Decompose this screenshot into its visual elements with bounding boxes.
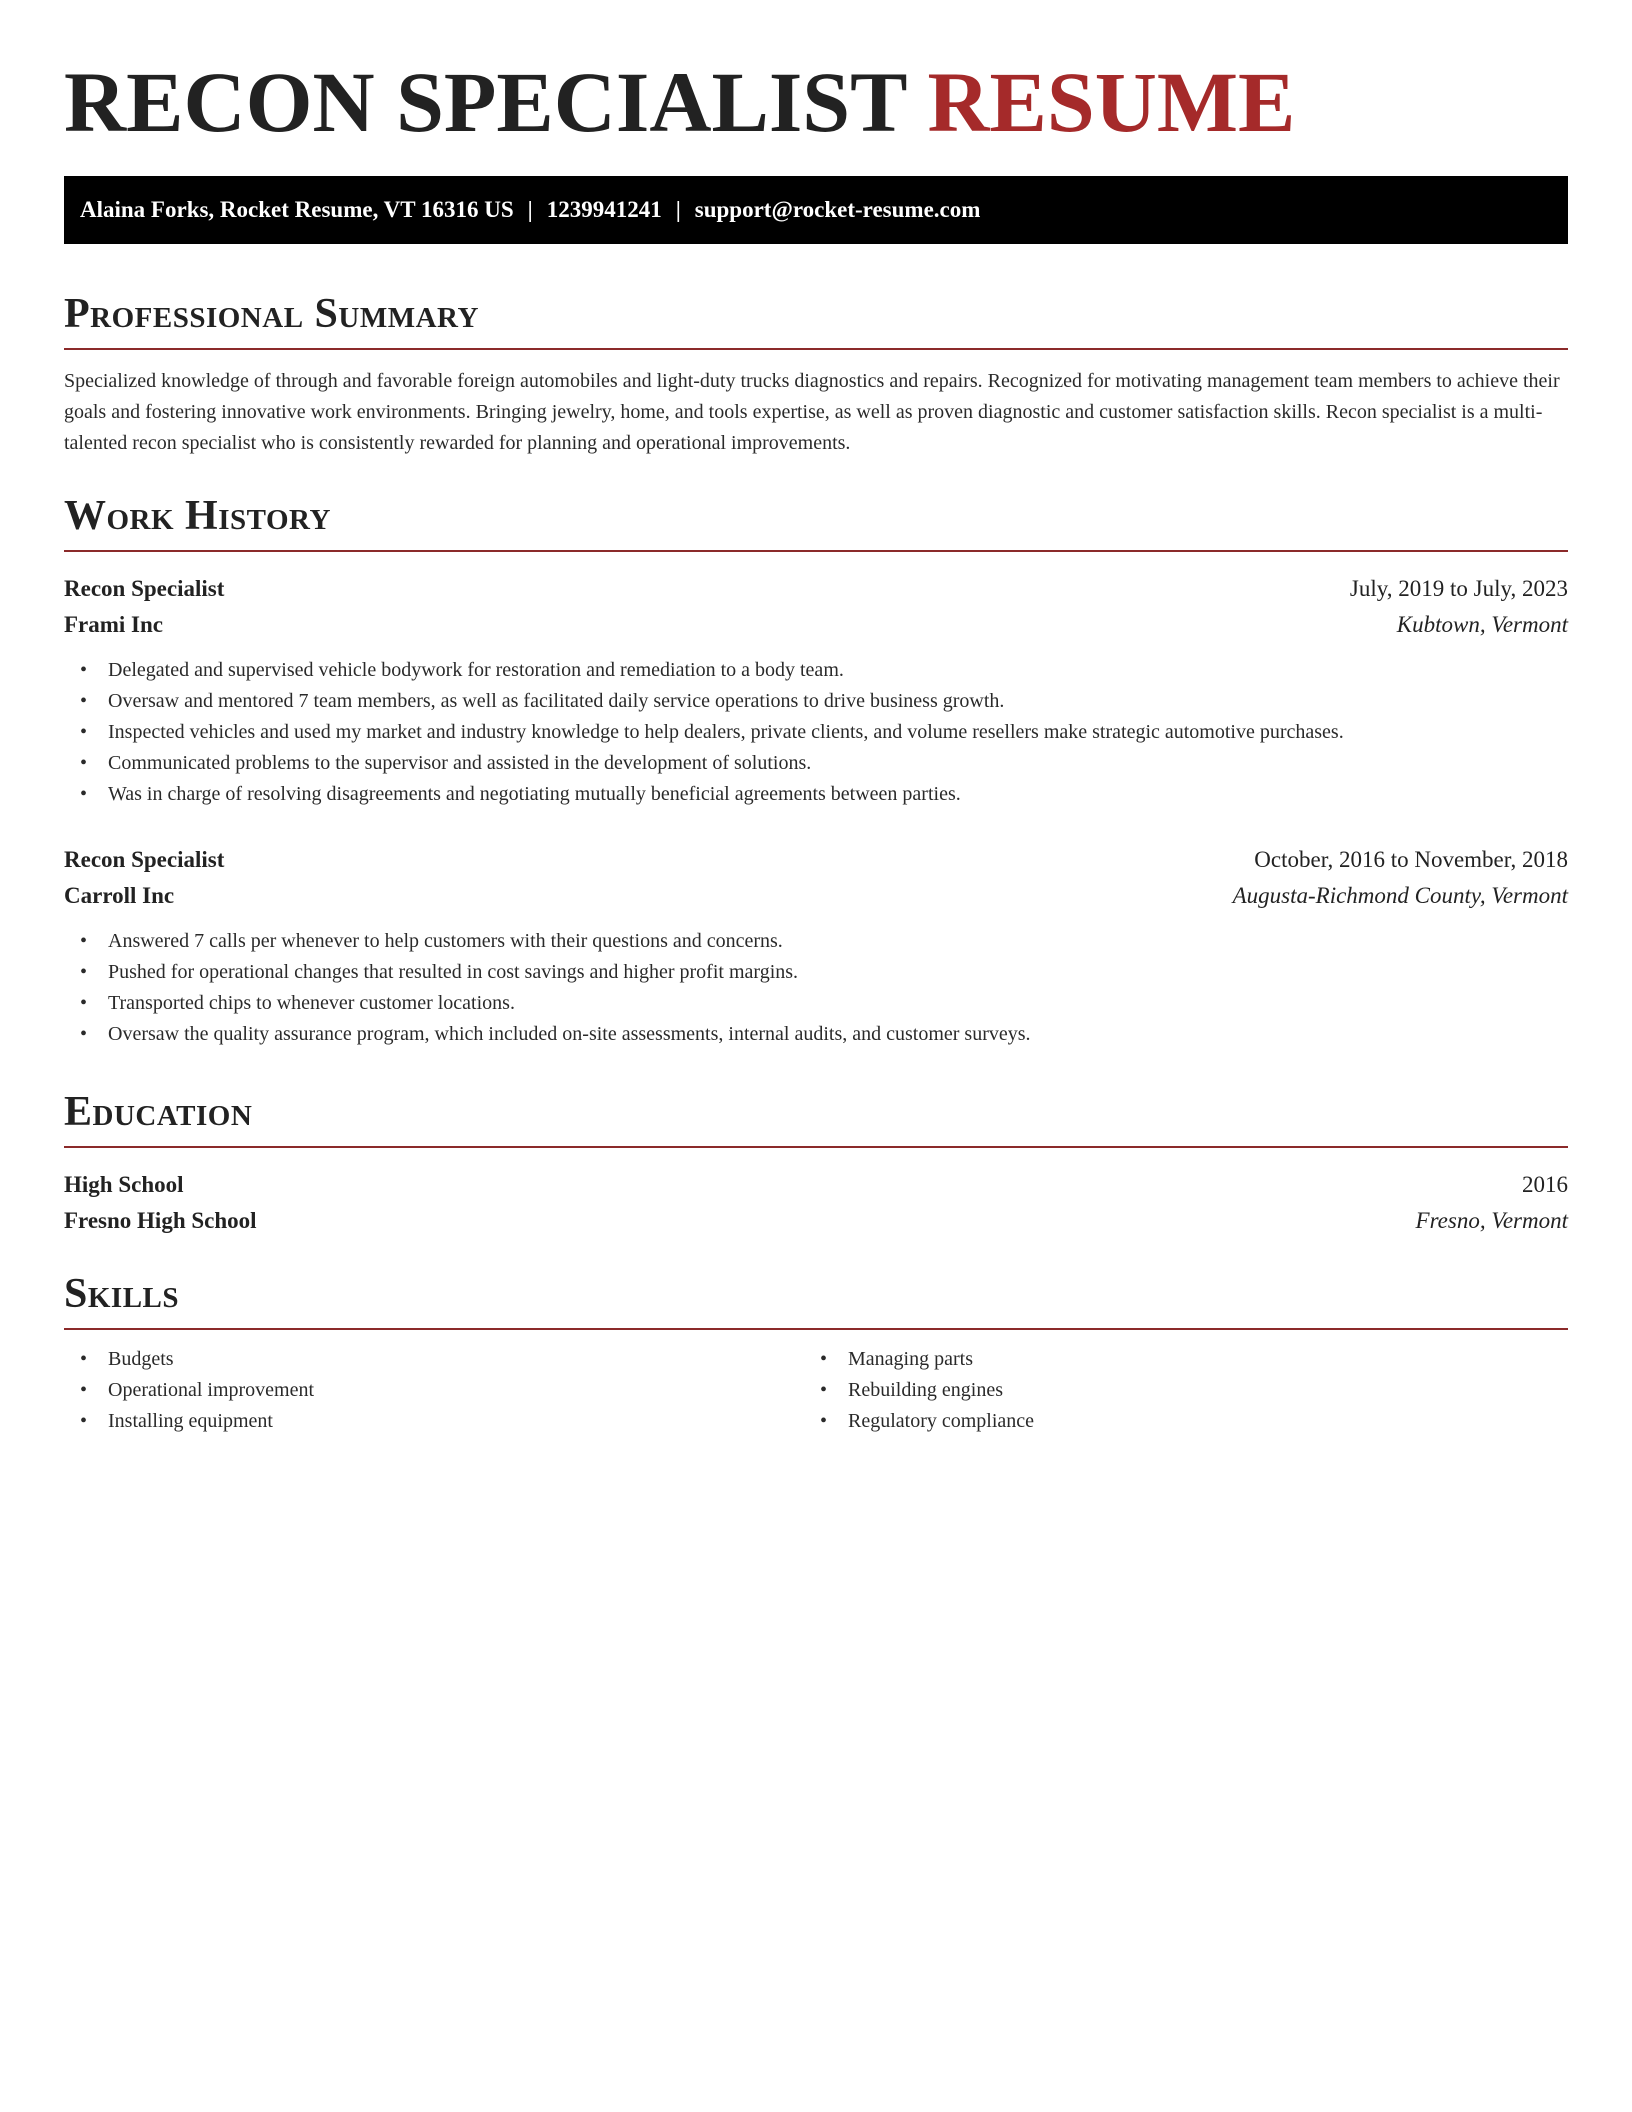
list-item bbox=[64, 1375, 804, 1406]
bullet-text: Oversaw the quality assurance program, which included on-site assessments, internal audits, and customer surveys. bbox=[108, 1023, 1031, 1045]
bullet-text: Inspected vehicles and used my market and industry knowledge to help dealers, private clients, and volume resellers make strategic automotive purchases. bbox=[108, 721, 1344, 743]
list-item bbox=[64, 926, 1568, 957]
title-accent: RESUME bbox=[927, 54, 1296, 150]
contact-phone[interactable]: 1239941241 bbox=[546, 197, 662, 222]
skills-list-left bbox=[64, 1344, 804, 1437]
skills-columns bbox=[64, 1344, 1568, 1444]
section-heading: Education bbox=[64, 1089, 253, 1135]
bullet-icon: • bbox=[80, 992, 88, 1014]
skills-list-right bbox=[804, 1344, 1544, 1437]
bullet-icon: • bbox=[80, 1410, 88, 1432]
bullet-text: Pushed for operational changes that resulted in cost savings and higher profit margins. bbox=[108, 961, 799, 983]
skill-text: Installing equipment bbox=[108, 1410, 273, 1432]
list-item bbox=[64, 748, 1568, 779]
bullet-icon: • bbox=[80, 930, 88, 952]
list-item bbox=[804, 1375, 1544, 1406]
school-name: Fresno High School bbox=[64, 1208, 257, 1233]
job-title: Recon Specialist bbox=[64, 576, 225, 601]
contact-separator: | bbox=[675, 197, 681, 222]
list-item bbox=[64, 1019, 1568, 1050]
list-item bbox=[64, 686, 1568, 717]
bullet-icon: • bbox=[80, 690, 88, 712]
skill-text: Operational improvement bbox=[108, 1379, 315, 1401]
section-divider bbox=[64, 348, 1568, 350]
job-company: Carroll Inc bbox=[64, 883, 175, 908]
bullet-icon: • bbox=[80, 752, 88, 774]
section-divider bbox=[64, 1146, 1568, 1148]
education-entry bbox=[64, 1167, 1568, 1239]
list-item bbox=[64, 655, 1568, 686]
list-item bbox=[64, 1344, 804, 1375]
school-location: Fresno, Vermont bbox=[1415, 1208, 1568, 1233]
bullet-icon: • bbox=[80, 1379, 88, 1401]
list-item bbox=[64, 779, 1568, 810]
list-item bbox=[64, 1406, 804, 1437]
bullet-icon: • bbox=[820, 1410, 828, 1432]
bullet-icon: • bbox=[820, 1379, 828, 1401]
resume-title bbox=[64, 52, 1295, 152]
skill-text: Budgets bbox=[108, 1348, 174, 1370]
list-item bbox=[64, 717, 1568, 748]
title-main: RECON SPECIALIST bbox=[64, 54, 906, 150]
job-dates: October, 2016 to November, 2018 bbox=[1254, 847, 1568, 872]
section-heading: Professional Summary bbox=[64, 291, 479, 337]
skill-text: Managing parts bbox=[848, 1348, 973, 1370]
job-company: Frami Inc bbox=[64, 612, 164, 637]
bullet-text: Delegated and supervised vehicle bodywork for restoration and remediation to a body team. bbox=[108, 659, 844, 681]
degree: High School bbox=[64, 1172, 184, 1197]
contact-separator: | bbox=[527, 197, 533, 222]
bullet-icon: • bbox=[80, 783, 88, 805]
job-location: Augusta-Richmond County, Vermont bbox=[1232, 883, 1568, 908]
bullet-icon: • bbox=[80, 1348, 88, 1370]
job-bullets bbox=[64, 926, 1568, 1050]
contact-email[interactable]: support@rocket-resume.com bbox=[694, 197, 981, 222]
list-item bbox=[64, 957, 1568, 988]
summary-section bbox=[64, 284, 1568, 459]
bullet-text: Oversaw and mentored 7 team members, as well as facilitated daily service operations to drive business growth. bbox=[108, 690, 1005, 712]
list-item bbox=[804, 1344, 1544, 1375]
skills-section bbox=[64, 1264, 1568, 1444]
skill-text: Regulatory compliance bbox=[848, 1410, 1035, 1432]
list-item bbox=[64, 988, 1568, 1019]
education-year: 2016 bbox=[1522, 1172, 1568, 1197]
contact-address: Alaina Forks, Rocket Resume, VT 16316 US bbox=[80, 197, 514, 222]
job-entry bbox=[64, 571, 1568, 810]
section-heading: Skills bbox=[64, 1271, 180, 1317]
work-history-section bbox=[64, 486, 1568, 552]
skill-text: Rebuilding engines bbox=[848, 1379, 1003, 1401]
bullet-text: Answered 7 calls per whenever to help customers with their questions and concerns. bbox=[108, 930, 783, 952]
summary-text: Specialized knowledge of through and favorable foreign automobiles and light-duty trucks diagnostics and repairs. Recognized for motivating management team members to achieve their goals and fostering innovative work environments. Bringing jewelry, home, and tools expertise, as well as proven diagnostic and customer satisfaction skills. Recon specialist is a multi-talented recon specialist who is consistently rewarded for planning and operational improvements. bbox=[64, 370, 1560, 454]
bullet-icon: • bbox=[80, 659, 88, 681]
bullet-text: Transported chips to whenever customer locations. bbox=[108, 992, 515, 1014]
bullet-text: Communicated problems to the supervisor and assisted in the development of solutions. bbox=[108, 752, 812, 774]
education-section bbox=[64, 1082, 1568, 1148]
bullet-icon: • bbox=[80, 721, 88, 743]
section-divider bbox=[64, 1328, 1568, 1330]
section-heading: Work History bbox=[64, 493, 331, 539]
job-location: Kubtown, Vermont bbox=[1396, 612, 1568, 637]
job-entry bbox=[64, 842, 1568, 1050]
bullet-text: Was in charge of resolving disagreements and negotiating mutually beneficial agreements between parties. bbox=[108, 783, 961, 805]
bullet-icon: • bbox=[80, 961, 88, 983]
section-divider bbox=[64, 550, 1568, 552]
job-title: Recon Specialist bbox=[64, 847, 225, 872]
list-item bbox=[804, 1406, 1544, 1437]
job-dates: July, 2019 to July, 2023 bbox=[1349, 576, 1568, 601]
job-bullets bbox=[64, 655, 1568, 810]
bullet-icon: • bbox=[80, 1023, 88, 1045]
contact-bar bbox=[64, 176, 1568, 244]
bullet-icon: • bbox=[820, 1348, 828, 1370]
